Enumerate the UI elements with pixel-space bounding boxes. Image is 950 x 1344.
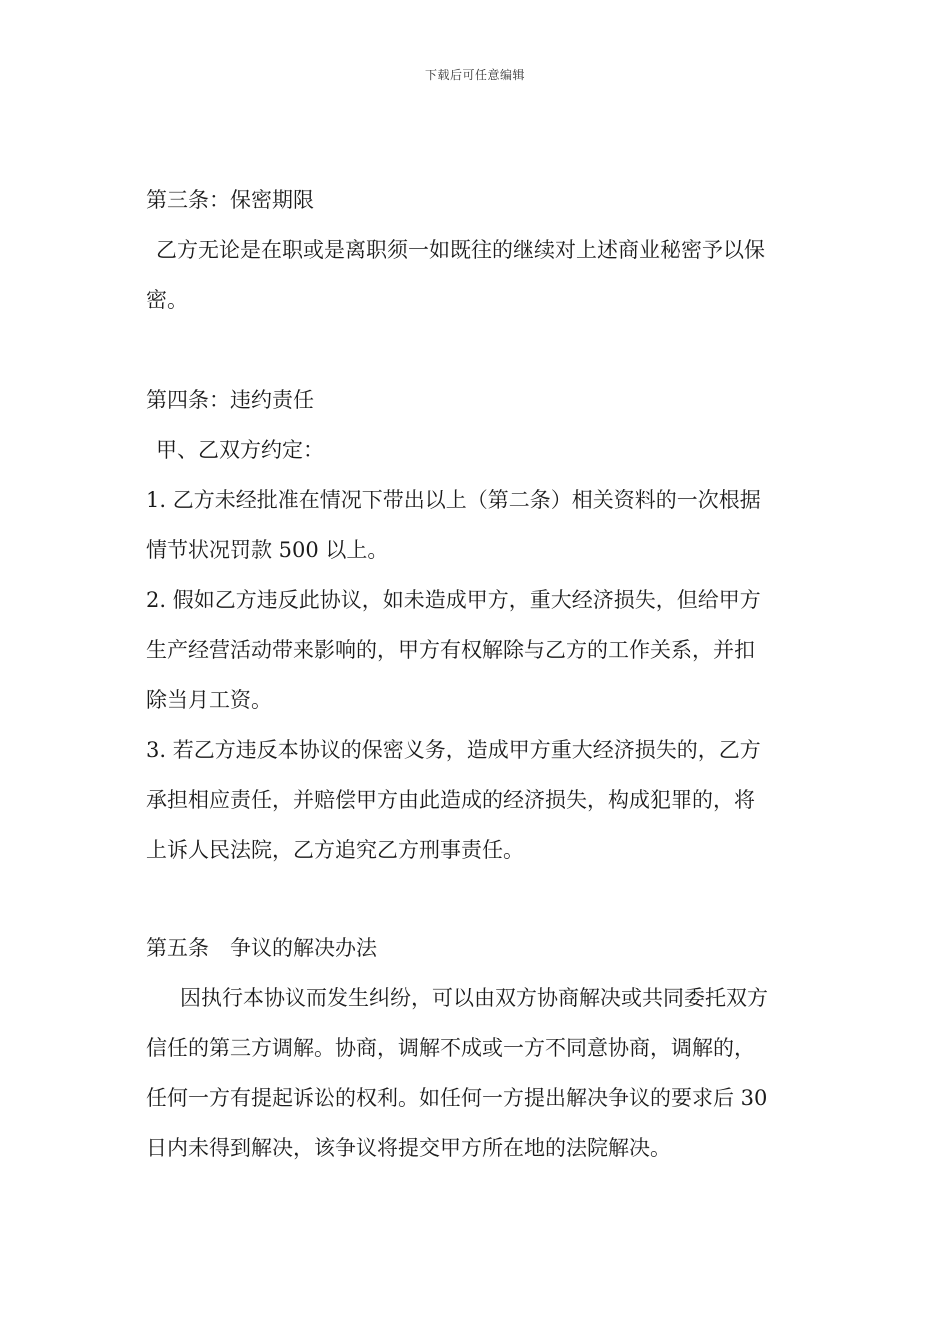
- article-5-title: 第五条 争议的解决办法: [146, 936, 377, 960]
- article-4-title: 第四条：违约责任: [146, 388, 314, 412]
- article-4-item-3-line: 上诉人民法院，乙方追究乙方刑事责任。: [146, 838, 524, 862]
- article-5-body-line: 任何一方有提起诉讼的权利。如任何一方提出解决争议的要求后 30: [146, 1086, 768, 1110]
- article-3-title: 第三条：保密期限: [146, 188, 314, 212]
- article-4-item-1-line: 1. 乙方未经批准在情况下带出以上（第二条）相关资料的一次根据: [146, 488, 761, 512]
- article-3-body-line: 乙方无论是在职或是离职须一如既往的继续对上述商业秘密予以保: [156, 238, 765, 262]
- article-3-body-line: 密。: [146, 288, 188, 312]
- article-4-item-3-line: 3. 若乙方违反本协议的保密义务，造成甲方重大经济损失的，乙方: [146, 738, 761, 762]
- article-4-item-3-line: 承担相应责任，并赔偿甲方由此造成的经济损失，构成犯罪的，将: [146, 788, 755, 812]
- article-4-item-2-line: 除当月工资。: [146, 688, 272, 712]
- article-5-body-line: 信任的第三方调解。协商，调解不成或一方不同意协商，调解的，: [146, 1036, 755, 1060]
- page-header: 下载后可任意编辑: [424, 68, 525, 82]
- article-5-body-line: 因执行本协议而发生纠纷，可以由双方协商解决或共同委托双方: [180, 986, 768, 1010]
- article-4-item-2-line: 生产经营活动带来影响的，甲方有权解除与乙方的工作关系，并扣: [146, 638, 755, 662]
- article-5-body-line: 日内未得到解决，该争议将提交甲方所在地的法院解决。: [146, 1136, 671, 1160]
- article-4-intro: 甲、乙双方约定：: [156, 438, 324, 462]
- article-4-item-1-line: 情节状况罚款 500 以上。: [146, 538, 389, 562]
- article-4-item-2-line: 2. 假如乙方违反此协议，如未造成甲方，重大经济损失，但给甲方: [146, 588, 761, 612]
